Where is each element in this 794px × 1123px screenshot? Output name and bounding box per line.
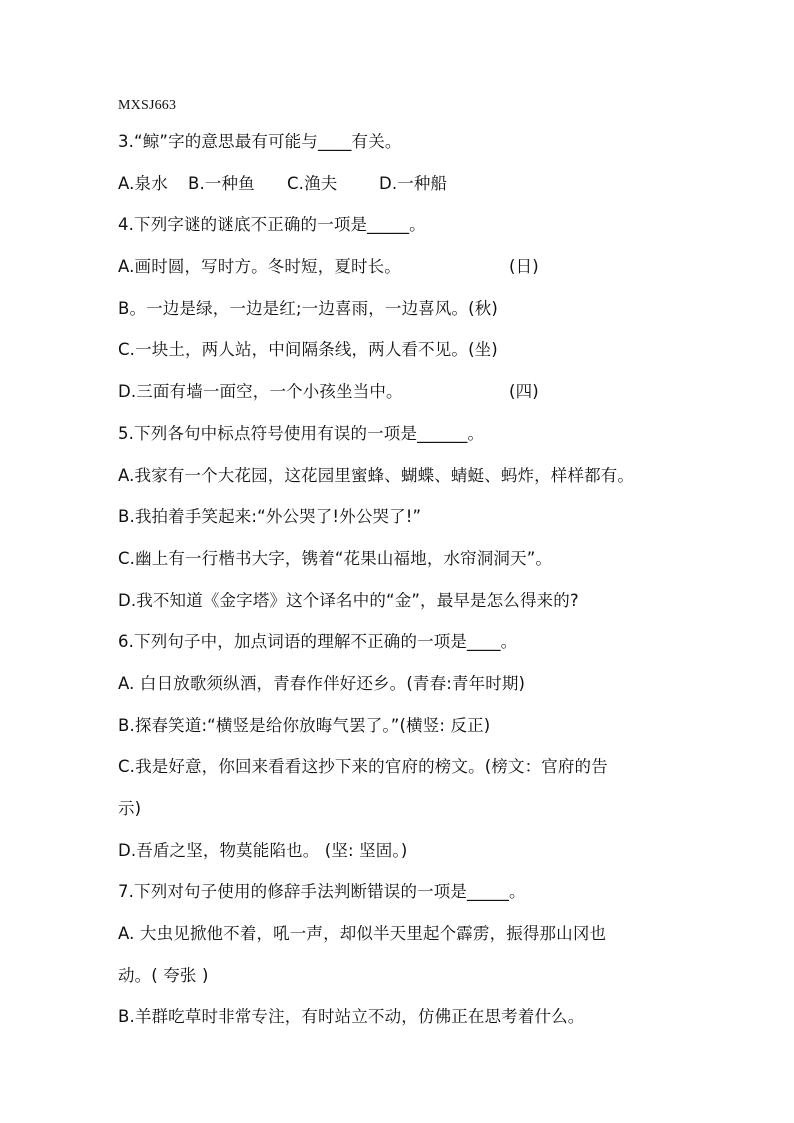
- question-5: 5.下列各句中标点符号使用有误的一项是______。: [118, 423, 485, 443]
- question-6: 6.下列句子中，加点词语的理解不正确的一项是____。: [118, 632, 518, 652]
- option-b: B.一种鱼: [188, 173, 255, 193]
- question-5-option-a: A.我家有一个大花园，这花园里蜜蜂、蝴蝶、蜻蜓、蚂炸，样样都有。: [118, 465, 635, 485]
- question-5-option-b: B.我拍着手笑起来:“外公哭了!外公哭了!”: [118, 507, 422, 527]
- question-6-option-d: D.吾盾之坚，物莫能陷也。 (坚: 坚固。): [118, 840, 408, 860]
- question-4-option-c: C.一块土，两人站，中间隔条线，两人看不见。(坐): [118, 340, 498, 360]
- option-d: D.一种船: [379, 173, 448, 193]
- document-code: MXSJ663: [118, 98, 177, 113]
- option-c: C.渔夫: [287, 173, 338, 193]
- question-7-option-b: B.羊群吃草时非常专注，有时站立不动，仿佛正在思考着什么。: [118, 1007, 585, 1027]
- riddle-text: D.三面有墙一面空，一个小孩坐当中。: [118, 382, 403, 402]
- question-6-option-c-continued: 示): [118, 799, 142, 818]
- question-6-option-a: A. 白日放歌须纵酒，青春作伴好还乡。(青春:青年时期): [118, 673, 526, 693]
- question-4: 4.下列字谜的谜底不正确的一项是_____。: [118, 215, 426, 235]
- question-3-options: [118, 163, 688, 205]
- riddle-answer: (四): [509, 382, 539, 402]
- question-3: 3.“鲸”字的意思最有可能与____有关。: [118, 132, 402, 151]
- option-a: A.泉水: [118, 173, 168, 193]
- question-5-option-c: C.幽上有一行楷书大字，镌着“花果山福地，水帘洞洞天”。: [118, 548, 553, 568]
- question-6-option-c: C.我是好意，你回来看看这抄下来的官府的榜文。(榜文：官府的告: [118, 757, 608, 777]
- question-5-option-d: D.我不知道《金字塔》这个译名中的“金”，最早是怎么得来的?: [118, 590, 579, 610]
- question-7-option-a-continued: 动。( 夸张 ): [118, 965, 209, 985]
- question-content: [118, 121, 688, 1038]
- question-7: 7.下列对句子使用的修辞手法判断错误的一项是_____。: [118, 882, 526, 902]
- riddle-text: A.画时圆，写时方。冬时短，夏时长。: [118, 257, 401, 277]
- riddle-answer: (日): [509, 257, 539, 277]
- question-4-option-d: [118, 371, 688, 413]
- question-4-option-b: B。一边是绿，一边是红;一边喜雨，一边喜风。(秋): [118, 298, 499, 318]
- question-4-option-a: [118, 246, 688, 288]
- question-7-option-a: A. 大虫见掀他不着，吼一声，却似半天里起个霹雳，振得那山冈也: [118, 924, 607, 944]
- question-6-option-b: B.探春笑道:“横竖是给你放晦气罢了。”(横竖: 反正): [118, 715, 491, 735]
